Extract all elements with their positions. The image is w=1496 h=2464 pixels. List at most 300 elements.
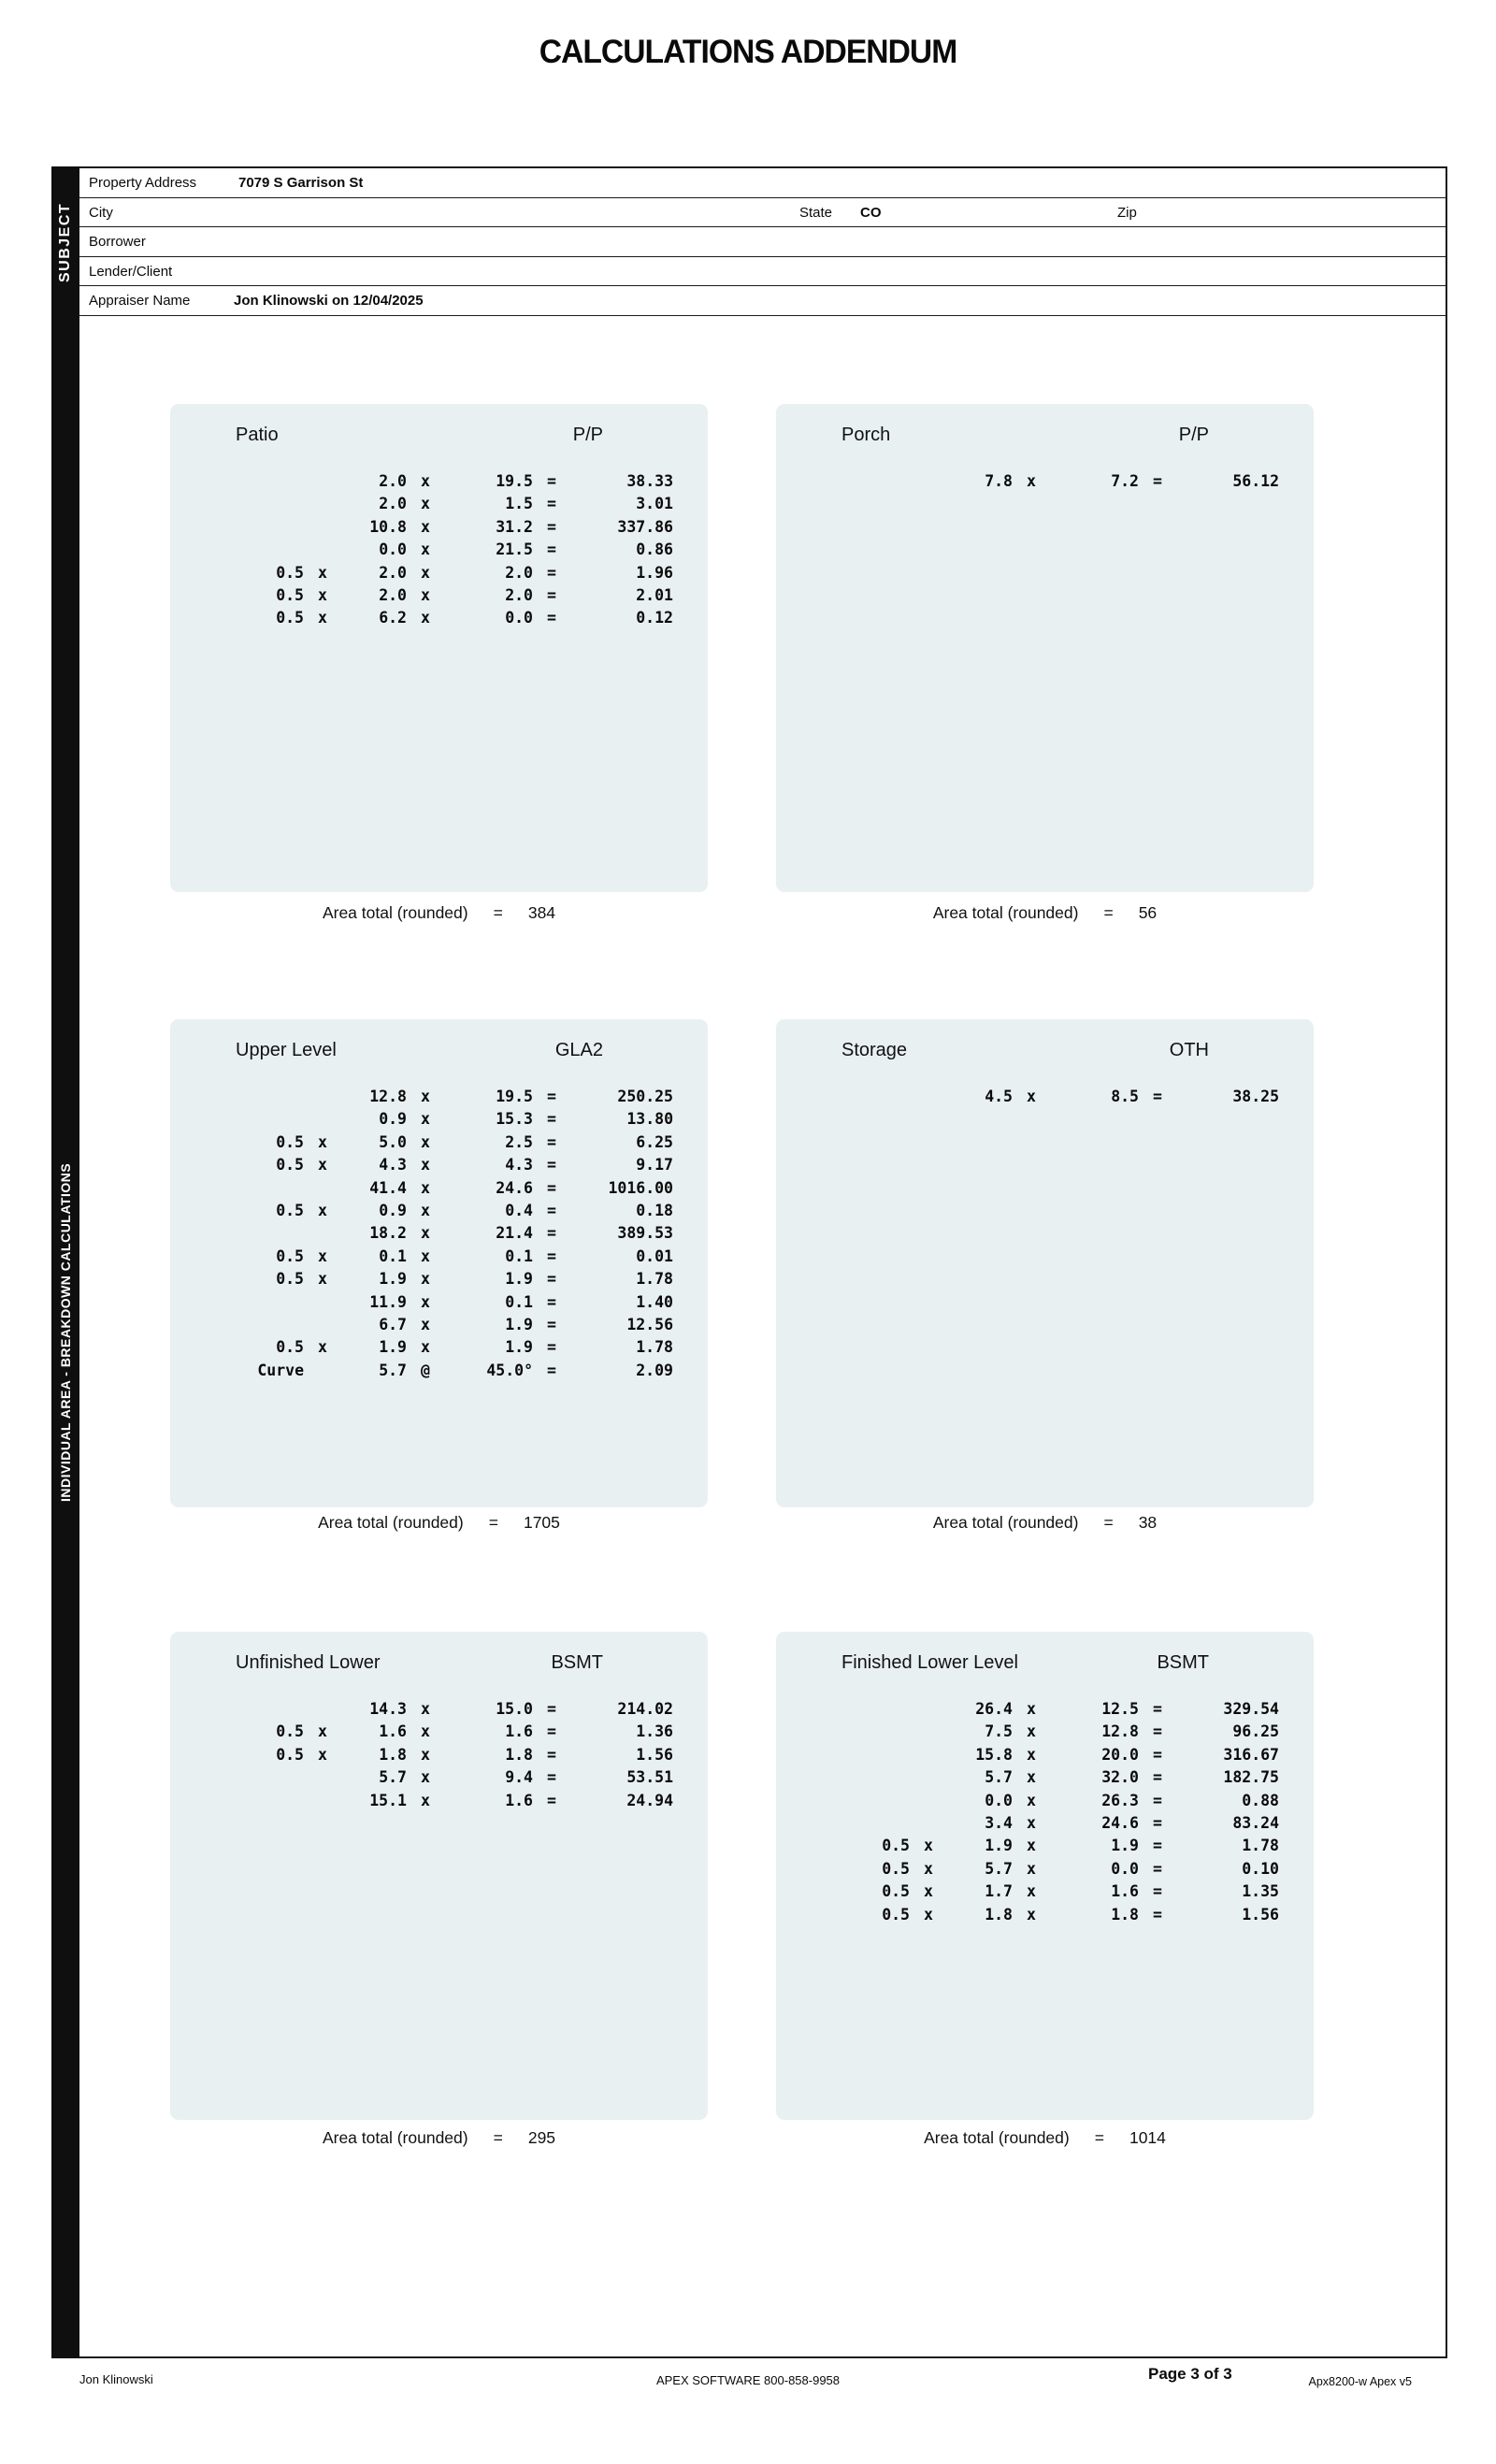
calc-cell [863, 1086, 910, 1108]
calc-cell: x [1027, 1859, 1036, 1878]
calc-cell: = [1153, 1837, 1162, 1855]
calc-cell: 11.9 [369, 1292, 407, 1311]
calc-rows [257, 470, 708, 630]
calc-cell: x [318, 586, 327, 605]
calc-cell: 5.7 [985, 1768, 1013, 1787]
calc-cell: x [421, 1316, 430, 1334]
property-address-value[interactable]: 7079 S Garrison St [238, 175, 364, 191]
calc-row [257, 1108, 708, 1131]
calc-cell: x [421, 1338, 430, 1357]
calc-cell [304, 1108, 341, 1131]
calc-cell: x [318, 1246, 327, 1265]
calc-cell [304, 516, 341, 539]
calc-cell [257, 1314, 304, 1336]
area-total-label: Area total (rounded) [322, 903, 468, 922]
calc-cell: 0.01 [636, 1246, 673, 1265]
calc-cell: = [547, 1132, 556, 1151]
calc-row [863, 1835, 1314, 1857]
calc-cell: 1.78 [1242, 1837, 1279, 1855]
area-total-line [776, 1513, 1314, 1533]
calc-cell: 4.3 [505, 1156, 533, 1174]
calc-row [863, 1880, 1314, 1903]
calc-row [257, 1766, 708, 1789]
calc-cell: = [1153, 1791, 1162, 1809]
calc-cell: 0.4 [505, 1202, 533, 1220]
calc-cell: 0.0 [379, 540, 407, 559]
calc-cell: 1.56 [1242, 1905, 1279, 1924]
calc-cell: = [547, 1270, 556, 1289]
calc-cell: 32.0 [1101, 1768, 1139, 1787]
calc-cell: 1.6 [505, 1791, 533, 1809]
calc-cell: x [1027, 1882, 1036, 1901]
calc-cell [863, 470, 910, 493]
calc-cell: x [421, 1722, 430, 1741]
calc-cell: 1.36 [636, 1722, 673, 1741]
calc-cell: x [421, 1224, 430, 1243]
area-total-line [170, 1513, 708, 1533]
calc-cell: 7.2 [1111, 472, 1139, 490]
calc-cell: 1016.00 [608, 1178, 673, 1197]
calc-cell: x [318, 1156, 327, 1174]
calc-box-title: Unfinished Lower [236, 1652, 381, 1673]
calc-cell [304, 1698, 341, 1721]
calc-cell: 2.0 [505, 563, 533, 582]
calc-cell: 5.0 [379, 1132, 407, 1151]
calc-cell: = [547, 1156, 556, 1174]
calc-cell: 2.0 [379, 472, 407, 490]
subject-row-city-state-zip [79, 198, 1446, 228]
calc-cell: x [421, 1132, 430, 1151]
calc-row [257, 1131, 708, 1154]
calc-row [863, 1904, 1314, 1926]
calc-cell: 6.25 [636, 1132, 673, 1151]
calc-cell: 1.78 [636, 1338, 673, 1357]
calc-cell: 4.5 [985, 1088, 1013, 1105]
calc-cell: = [547, 472, 556, 490]
calc-cell [304, 1086, 341, 1108]
calc-box-title: Finished Lower Level [842, 1652, 1018, 1673]
calc-row [257, 1200, 708, 1222]
calc-cell: = [547, 1178, 556, 1197]
calc-cell [304, 1291, 341, 1314]
area-total-label: Area total (rounded) [322, 2128, 468, 2147]
calc-cell: 0.5 [276, 609, 304, 627]
calc-cell [304, 1766, 341, 1789]
calc-row [257, 539, 708, 561]
calc-cell [257, 1086, 304, 1108]
area-total-equals: = [1103, 1513, 1114, 1532]
calc-cell: x [924, 1905, 933, 1924]
calc-cell: = [547, 1110, 556, 1129]
footer-software-info: APEX SOFTWARE 800-858-9958 [655, 2373, 841, 2387]
calc-row [257, 1268, 708, 1290]
calc-cell: x [1027, 1745, 1036, 1764]
calc-cell: = [547, 1700, 556, 1718]
calc-box-title: Patio [236, 425, 279, 445]
left-section-bar [51, 166, 79, 2358]
calc-row [257, 493, 708, 515]
calc-row [863, 1858, 1314, 1880]
calc-cell: 24.6 [1101, 1814, 1139, 1833]
calc-row [257, 1790, 708, 1812]
calc-row [257, 1314, 708, 1336]
calc-cell [863, 1812, 910, 1835]
calc-cell: 12.56 [626, 1316, 673, 1334]
calc-box-storage [776, 1019, 1314, 1507]
calc-cell: 14.3 [369, 1700, 407, 1718]
calc-cell: 0.5 [276, 1745, 304, 1764]
calc-cell: = [547, 1745, 556, 1764]
calc-cell: = [1153, 1882, 1162, 1901]
calc-cell: = [1153, 1088, 1162, 1105]
calc-cell: 24.94 [626, 1791, 673, 1809]
page-title: CALCULATIONS ADDENDUM [539, 34, 957, 70]
area-total-value: 384 [527, 903, 556, 922]
calc-cell: 2.0 [379, 563, 407, 582]
calc-cell: x [318, 609, 327, 627]
calc-cell: 18.2 [369, 1224, 407, 1243]
calc-row [863, 1812, 1314, 1835]
calc-cell: 0.5 [276, 1722, 304, 1741]
calc-cell: 1.56 [636, 1745, 673, 1764]
calc-cell: 337.86 [617, 517, 673, 536]
calc-cell: 0.9 [379, 1110, 407, 1129]
calc-row [863, 1698, 1314, 1721]
calc-cell: = [547, 1316, 556, 1334]
calc-box-type-code: BSMT [551, 1652, 603, 1673]
calc-cell: = [1153, 1905, 1162, 1924]
calc-cell: x [318, 1132, 327, 1151]
calc-cell [910, 1766, 947, 1789]
area-total-equals: = [1094, 2128, 1104, 2147]
calc-cell: x [421, 563, 430, 582]
calc-cell: = [547, 609, 556, 627]
calc-cell: 1.8 [379, 1745, 407, 1764]
calc-cell: x [924, 1859, 933, 1878]
calc-cell: x [421, 472, 430, 490]
calc-cell: 8.5 [1111, 1088, 1139, 1105]
calc-cell: x [318, 563, 327, 582]
calc-cell: 21.5 [496, 540, 533, 559]
subject-vertical-label: SUBJECT [57, 202, 73, 282]
calc-row [257, 1177, 708, 1200]
calc-cell [304, 470, 341, 493]
calc-cell: 0.10 [1242, 1859, 1279, 1878]
calc-cell: x [421, 495, 430, 513]
calc-box-title: Storage [842, 1040, 908, 1060]
calc-cell: 1.9 [505, 1270, 533, 1289]
calc-box-type-code: GLA2 [554, 1040, 603, 1060]
calc-cell [863, 1766, 910, 1789]
calc-cell: 1.6 [379, 1722, 407, 1741]
footer-version-info: Apx8200-w Apex v5 [1308, 2375, 1412, 2388]
calc-cell: = [547, 1088, 556, 1105]
calc-cell: 0.1 [505, 1292, 533, 1311]
calc-cell: 0.5 [276, 563, 304, 582]
calc-cell [304, 1222, 341, 1245]
calc-cell: 1.9 [505, 1338, 533, 1357]
calc-cell: 53.51 [626, 1768, 673, 1787]
calc-cell: 1.35 [1242, 1882, 1279, 1901]
subject-row-property-address [79, 168, 1446, 198]
calc-cell: x [1027, 1814, 1036, 1833]
calc-cell: 1.8 [985, 1905, 1013, 1924]
calc-cell: 0.5 [882, 1837, 910, 1855]
calc-cell: 214.02 [617, 1700, 673, 1718]
calc-cell: x [421, 609, 430, 627]
calc-cell: 1.9 [1111, 1837, 1139, 1855]
calc-box-title: Upper Level [236, 1040, 337, 1060]
calc-cell: 83.24 [1232, 1814, 1279, 1833]
calc-cell: 250.25 [617, 1088, 673, 1105]
calc-cell: = [547, 1361, 556, 1379]
calc-cell: 7.8 [985, 472, 1013, 490]
calc-cell [257, 493, 304, 515]
area-total-value: 38 [1138, 1513, 1158, 1532]
calc-cell: = [547, 563, 556, 582]
area-total-label: Area total (rounded) [924, 2128, 1070, 2147]
calc-box-header [170, 1040, 708, 1061]
calc-cell: 182.75 [1223, 1768, 1279, 1787]
calc-cell [257, 470, 304, 493]
calc-row [257, 1154, 708, 1176]
calc-cell: x [421, 1156, 430, 1174]
area-total-value: 295 [527, 2128, 556, 2147]
calc-rows [863, 470, 1314, 493]
calc-cell: 1.96 [636, 563, 673, 582]
calc-cell: x [318, 1722, 327, 1741]
calc-cell [304, 1360, 341, 1382]
subject-row-lender [79, 257, 1446, 287]
calc-cell: x [421, 1700, 430, 1718]
calc-box-header [170, 1652, 708, 1674]
city-label: City [89, 204, 113, 221]
calc-row [257, 562, 708, 584]
area-total-equals: = [488, 1513, 498, 1532]
calc-cell: x [421, 1745, 430, 1764]
calc-cell [257, 539, 304, 561]
calc-cell [304, 1790, 341, 1812]
calc-cell [863, 1790, 910, 1812]
calc-box-header [170, 425, 708, 446]
calc-box-title: Porch [842, 425, 891, 445]
calc-cell: 12.8 [1101, 1722, 1139, 1741]
calc-cell: = [547, 1246, 556, 1265]
calc-cell: = [547, 517, 556, 536]
calc-rows [863, 1698, 1314, 1926]
calc-cell: 316.67 [1223, 1745, 1279, 1764]
appraiser-name-value[interactable]: Jon Klinowski on 12/04/2025 [234, 293, 424, 310]
calc-cell: 329.54 [1223, 1700, 1279, 1718]
calc-cell: = [547, 1202, 556, 1220]
calc-cell [910, 1790, 947, 1812]
footer-appraiser-name: Jon Klinowski [79, 2372, 153, 2386]
calc-rows [863, 1086, 1314, 1108]
area-total-equals: = [493, 2128, 503, 2147]
calc-box-header [776, 1652, 1314, 1674]
calc-cell: x [1027, 1722, 1036, 1741]
area-total-label: Area total (rounded) [932, 1513, 1079, 1532]
calc-row [863, 1721, 1314, 1743]
calc-cell [910, 470, 947, 493]
calc-cell: 1.8 [1111, 1905, 1139, 1924]
calc-cell: 6.7 [379, 1316, 407, 1334]
subject-row-borrower [79, 227, 1446, 257]
calc-cell: x [421, 1246, 430, 1265]
calc-cell: 5.7 [985, 1859, 1013, 1878]
calc-cell [257, 1766, 304, 1789]
calc-cell: 2.0 [379, 586, 407, 605]
calc-cell: = [1153, 1745, 1162, 1764]
calc-cell [304, 1177, 341, 1200]
calc-cell: x [421, 1088, 430, 1105]
calc-cell: 0.0 [505, 609, 533, 627]
calc-cell: 0.5 [276, 1202, 304, 1220]
calc-cell: = [547, 1338, 556, 1357]
calc-box-header [776, 1040, 1314, 1061]
calc-row [863, 470, 1314, 493]
calc-cell [257, 1177, 304, 1200]
calc-cell: 26.3 [1101, 1791, 1139, 1809]
calc-cell: = [547, 1292, 556, 1311]
calc-row [257, 1086, 708, 1108]
calc-cell: 20.0 [1101, 1745, 1139, 1764]
area-total-equals: = [493, 903, 503, 922]
calc-cell: x [421, 586, 430, 605]
appraiser-name-label: Appraiser Name [89, 293, 191, 310]
calc-cell: x [318, 1270, 327, 1289]
calc-box-finished-lower-level [776, 1632, 1314, 2120]
calc-cell: 1.9 [505, 1316, 533, 1334]
calc-cell: 1.6 [1111, 1882, 1139, 1901]
calc-cell: 1.78 [636, 1270, 673, 1289]
calc-cell: 10.8 [369, 517, 407, 536]
calc-cell: 0.86 [636, 540, 673, 559]
calc-cell: 9.4 [505, 1768, 533, 1787]
calc-cell: 0.12 [636, 609, 673, 627]
calc-cell: x [1027, 1088, 1036, 1105]
calc-cell: 0.1 [505, 1246, 533, 1265]
calc-cell: = [547, 1722, 556, 1741]
calc-cell: x [318, 1202, 327, 1220]
borrower-label: Borrower [89, 234, 146, 251]
calc-cell: 0.5 [276, 1132, 304, 1151]
area-total-line [776, 903, 1314, 923]
calc-cell: 7.5 [985, 1722, 1013, 1741]
calc-cell [910, 1086, 947, 1108]
calc-cell: 389.53 [617, 1224, 673, 1243]
calc-cell: 3.01 [636, 495, 673, 513]
calc-row [257, 1721, 708, 1743]
calc-cell: x [421, 1178, 430, 1197]
calc-cell: x [1027, 1791, 1036, 1809]
calc-cell: Curve [257, 1361, 304, 1379]
calc-cell [257, 1222, 304, 1245]
calc-cell: x [318, 1745, 327, 1764]
calc-row [257, 1698, 708, 1721]
calc-cell [863, 1721, 910, 1743]
calc-cell: 0.5 [276, 1270, 304, 1289]
state-label: State [799, 204, 833, 221]
calc-cell: x [1027, 1837, 1036, 1855]
calc-cell: 6.2 [379, 609, 407, 627]
calc-row [257, 1336, 708, 1359]
calc-cell: 15.1 [369, 1791, 407, 1809]
calc-cell: 56.12 [1232, 472, 1279, 490]
calc-cell: 0.5 [276, 1338, 304, 1357]
calc-box-unfinished-lower [170, 1632, 708, 2120]
calc-cell: 1.6 [505, 1722, 533, 1741]
zip-label: Zip [1117, 204, 1137, 221]
calc-row [257, 1360, 708, 1382]
calc-cell: 2.0 [379, 495, 407, 513]
calc-cell: 15.3 [496, 1110, 533, 1129]
calc-cell [257, 1291, 304, 1314]
calc-cell: 96.25 [1232, 1722, 1279, 1741]
footer-page-number: Page 3 of 3 [1148, 2365, 1232, 2383]
calc-row [257, 470, 708, 493]
area-total-line [776, 2128, 1314, 2148]
calc-cell: 1.9 [379, 1338, 407, 1357]
calc-cell: 19.5 [496, 1088, 533, 1105]
calc-cell: 15.8 [975, 1745, 1013, 1764]
calc-cell: = [1153, 1768, 1162, 1787]
calc-rows [257, 1698, 708, 1812]
calc-cell: 1.40 [636, 1292, 673, 1311]
calc-row [863, 1766, 1314, 1789]
calc-cell: 38.25 [1232, 1088, 1279, 1105]
area-total-line [170, 2128, 708, 2148]
calc-cell [304, 539, 341, 561]
area-total-label: Area total (rounded) [932, 903, 1079, 922]
calc-cell: 2.01 [636, 586, 673, 605]
calc-cell: = [1153, 1722, 1162, 1741]
subject-row-appraiser [79, 286, 1446, 316]
calc-cell [257, 1698, 304, 1721]
calc-cell: 9.17 [636, 1156, 673, 1174]
calc-cell: 0.5 [882, 1859, 910, 1878]
calc-row [257, 607, 708, 629]
calc-cell: 5.7 [379, 1768, 407, 1787]
property-address-label: Property Address [89, 175, 197, 191]
calc-cell: 2.0 [505, 586, 533, 605]
calc-cell: x [421, 517, 430, 536]
calc-cell: 2.5 [505, 1132, 533, 1151]
calc-box-porch [776, 404, 1314, 892]
calc-cell: 26.4 [975, 1700, 1013, 1718]
calc-cell: 0.88 [1242, 1791, 1279, 1809]
calc-cell: 0.5 [276, 1156, 304, 1174]
calc-cell: 5.7 [379, 1361, 407, 1379]
calc-row [257, 1222, 708, 1245]
calc-cell: 0.0 [985, 1791, 1013, 1809]
calc-row [257, 584, 708, 607]
calc-cell: x [1027, 472, 1036, 490]
calc-cell: 0.1 [379, 1246, 407, 1265]
calc-cell: 1.5 [505, 495, 533, 513]
calc-cell: x [924, 1837, 933, 1855]
calc-row [863, 1744, 1314, 1766]
calc-cell: 0.5 [882, 1882, 910, 1901]
calc-cell [863, 1744, 910, 1766]
calc-cell: x [1027, 1700, 1036, 1718]
area-total-line [170, 903, 708, 923]
calc-row [863, 1086, 1314, 1108]
state-value[interactable]: CO [860, 204, 882, 221]
calc-cell: 0.5 [276, 1246, 304, 1265]
calc-cell: 0.5 [276, 586, 304, 605]
calc-cell: = [547, 495, 556, 513]
